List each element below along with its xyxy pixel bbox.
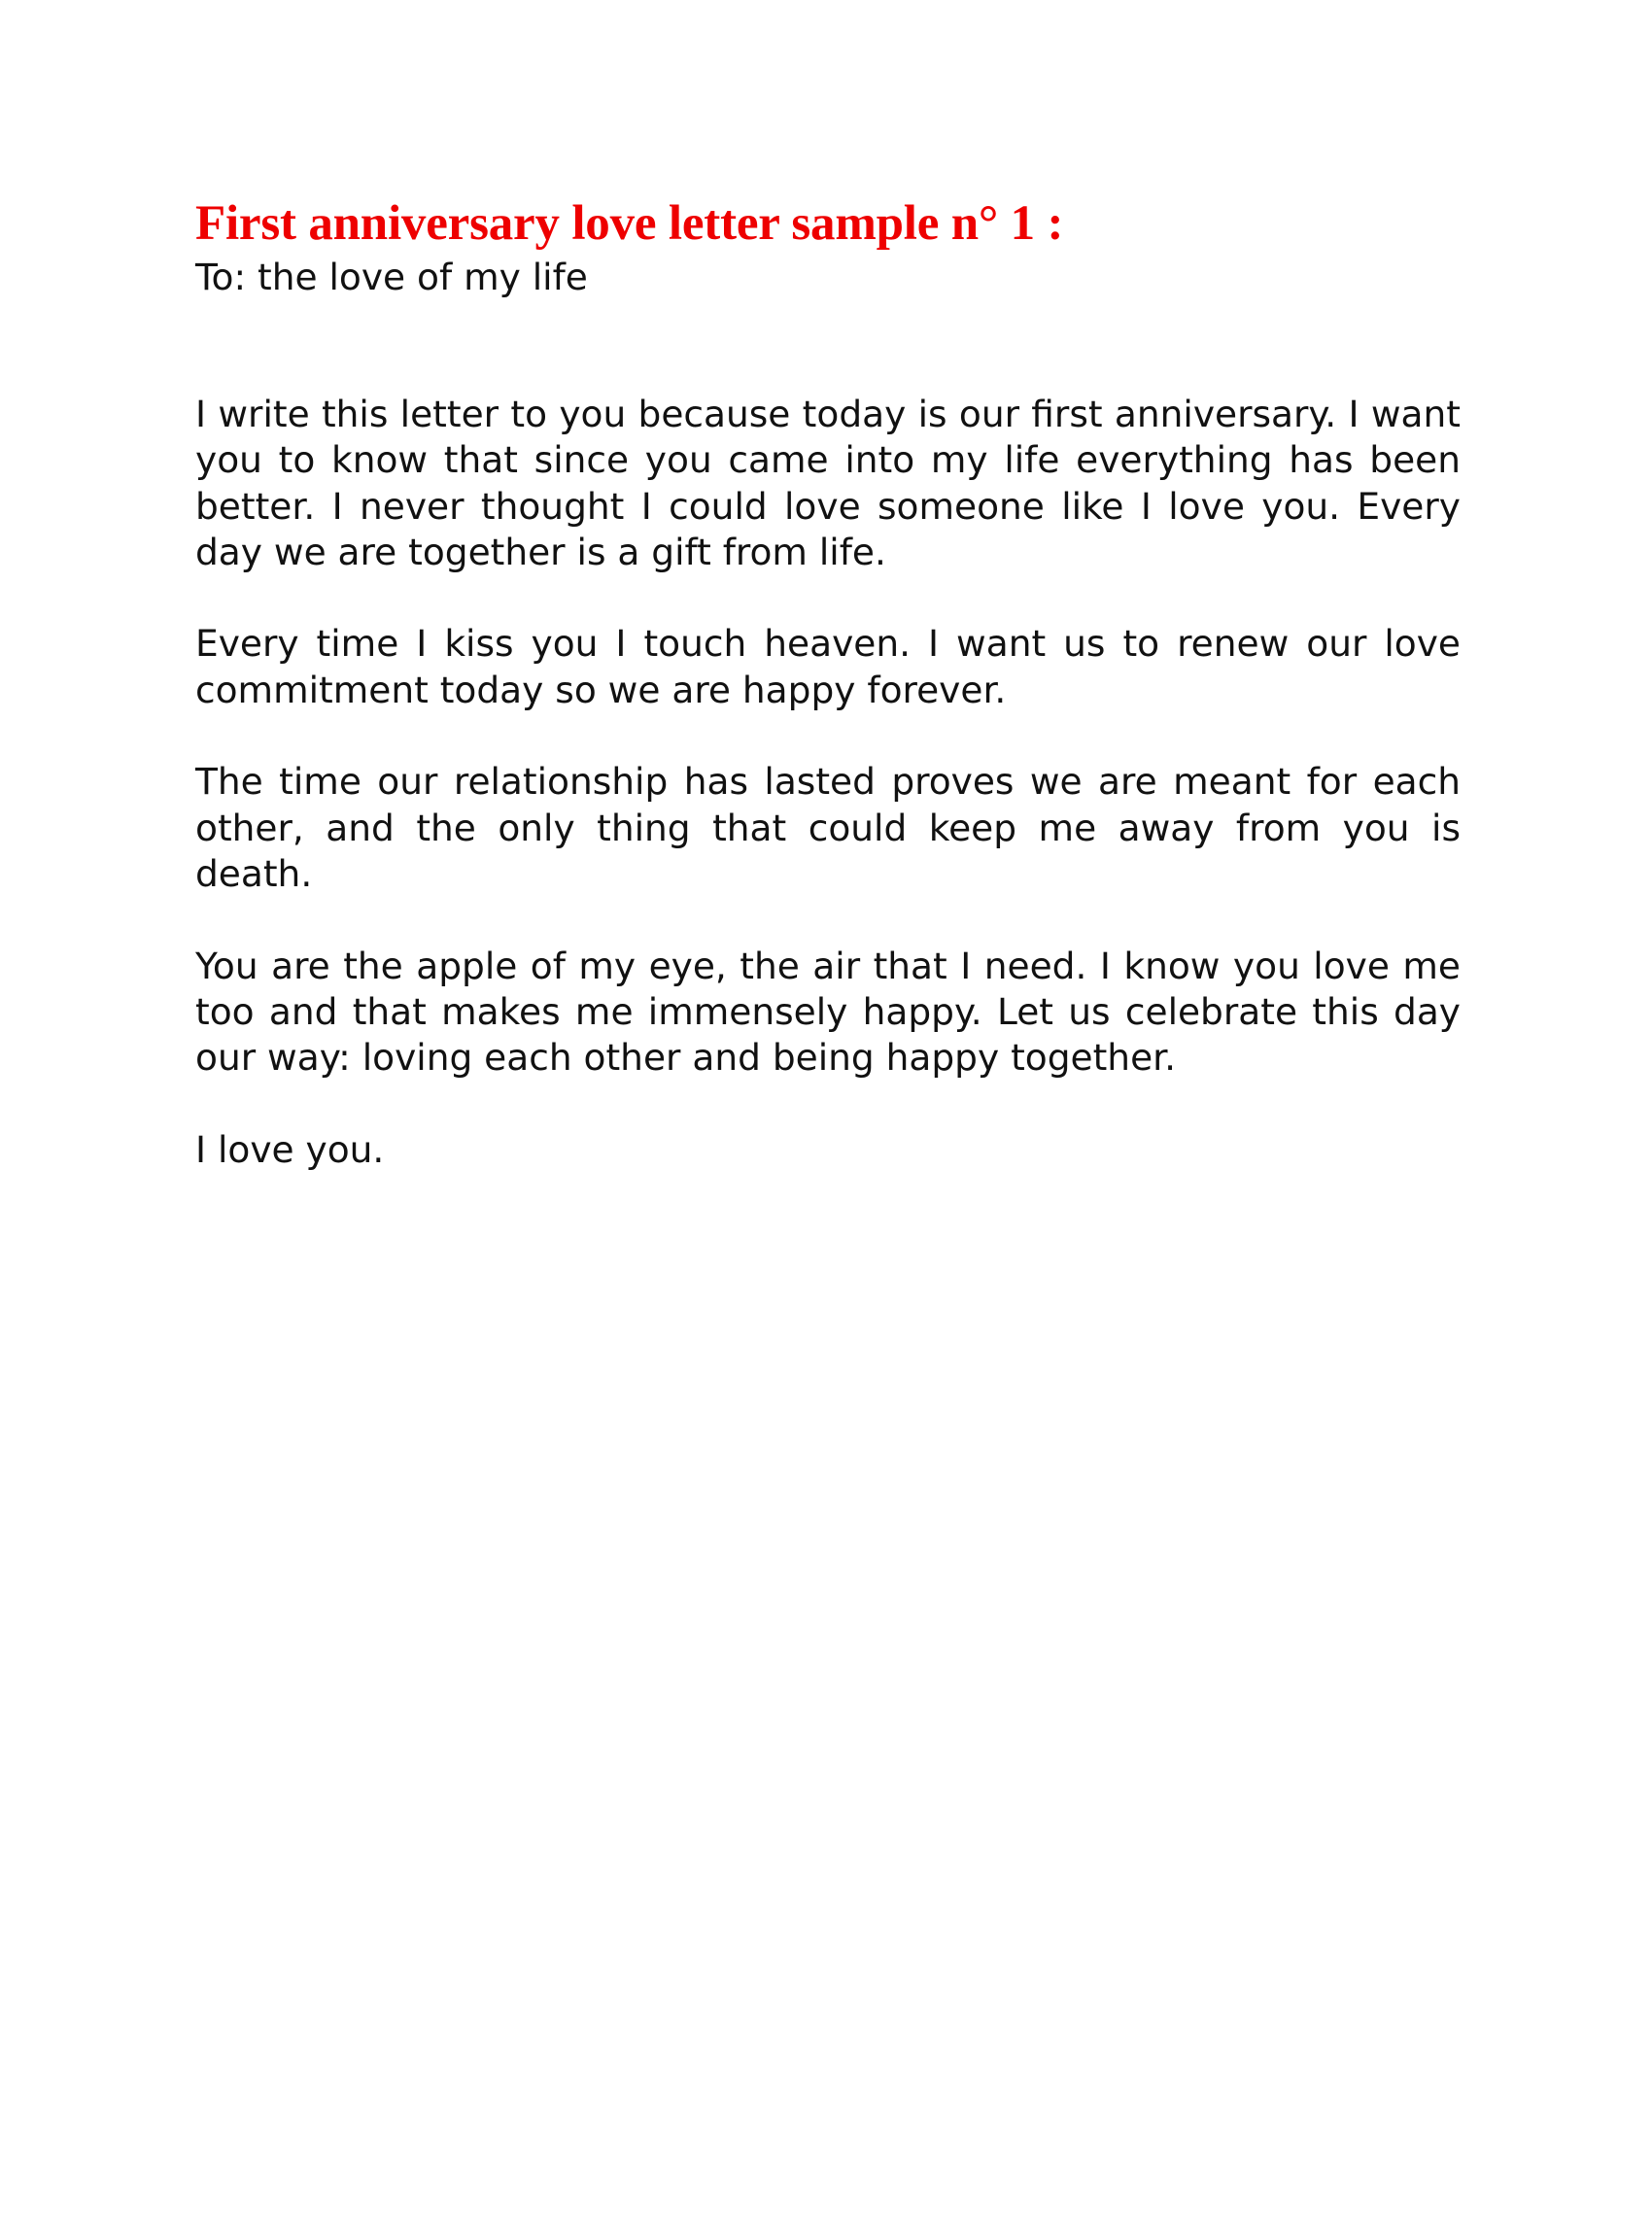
letter-paragraph: You are the apple of my eye, the air that I need. I know you love me too and that makes me immensely happy. Let us celebrate this day our way: loving each other and being happy together. xyxy=(195,944,1461,1080)
letter-content xyxy=(195,192,1461,1219)
letter-paragraph: The time our relationship has lasted proves we are meant for each other, and the only thing that could keep me away from you is death. xyxy=(195,760,1461,895)
letter-recipient: To: the love of my life xyxy=(195,256,588,298)
letter-paragraph: Every time I kiss you I touch heaven. I want us to renew our love commitment today so we are happy forever. xyxy=(195,622,1461,711)
letter-title: First anniversary love letter sample n° 1 : xyxy=(195,196,1064,251)
letter-paragraph: I write this letter to you because today is our first anniversary. I want you to know that since you came into my life everything has been better. I never thought I could love someone like I love you. Every day we are together is a gift from life. xyxy=(195,393,1461,573)
letter-body xyxy=(195,392,1461,1173)
letter-closing: I love you. xyxy=(195,1127,385,1171)
